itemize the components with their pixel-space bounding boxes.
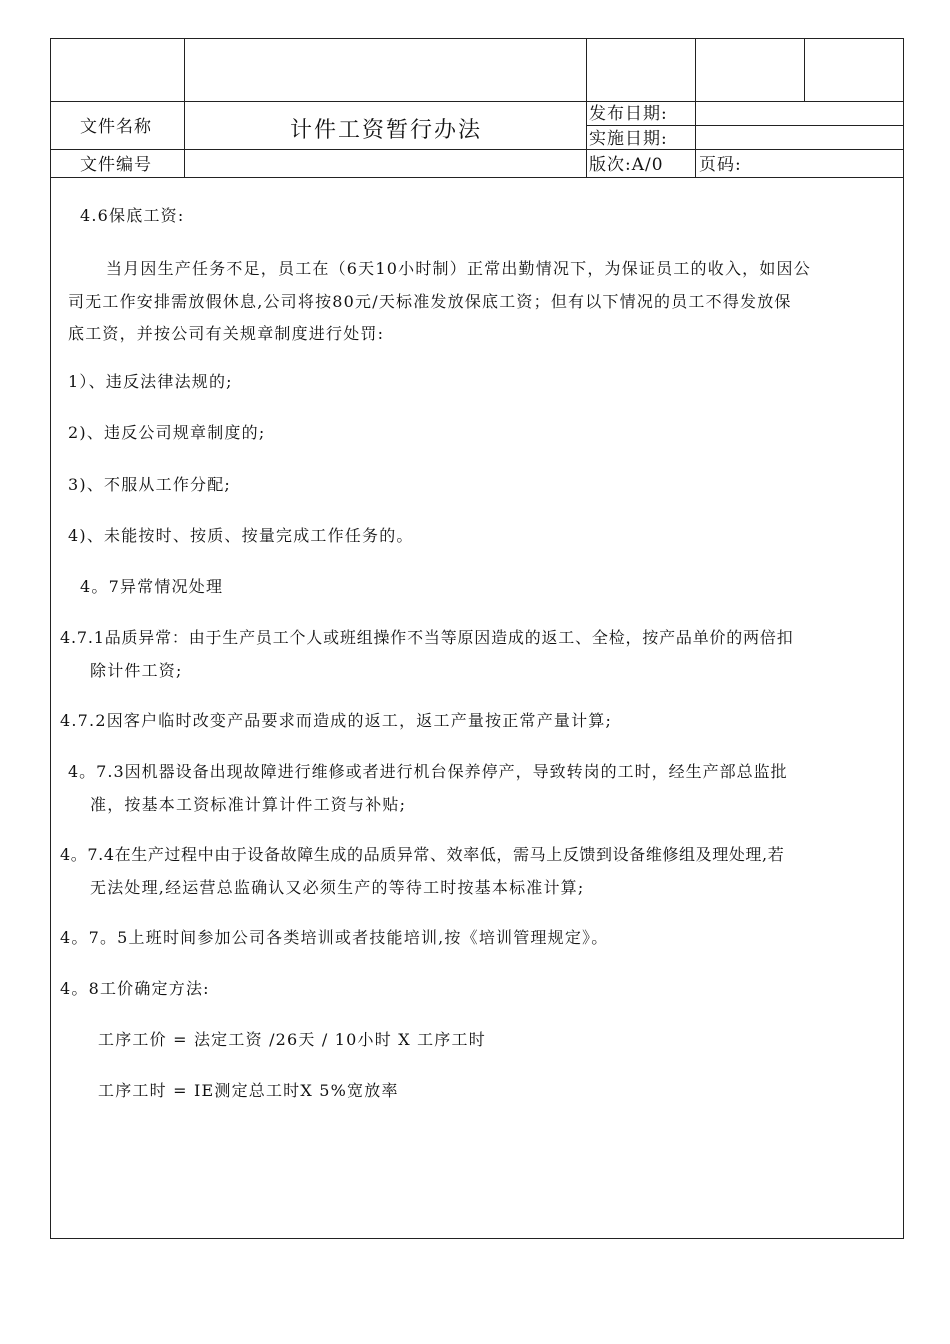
section-4-6-heading: 4.6保底工资: [80,206,185,225]
page-number-label: 页码: [699,155,742,175]
effective-date-label: 实施日期: [589,129,668,149]
section-4-7-4-line: 4。7.4在生产过程中由于设备故障生成的品质异常、效率低，需马上反馈到设备维修组及理处理,若 [60,845,785,864]
section-4-7-2: 4.7.2因客户临时改变产品要求而造成的返工，返工产量按正常产量计算; [60,711,613,730]
section-4-6-paragraph-line: 司无工作安排需放假休息,公司将按80元/天标准发放保底工资；但有以下情况的员工不得发放保 [68,292,792,311]
section-4-7-heading: 4。7异常情况处理 [80,577,224,596]
header-divider [50,101,904,102]
header-divider [586,38,587,177]
version-label: 版次:A/0 [589,155,664,175]
section-4-6-paragraph-line: 当月因生产任务不足，员工在（6天10小时制）正常出勤情况下，为保证员工的收入，如因公 [106,259,811,278]
header-divider [50,177,904,178]
header-divider [695,38,696,177]
publish-date-label: 发布日期: [589,104,668,124]
list-item: 4)、未能按时、按质、按量完成工作任务的。 [68,526,414,545]
section-4-7-5: 4。7。5上班时间参加公司各类培训或者技能培训,按《培训管理规定》。 [60,928,609,947]
doc-name-label: 文件名称 [80,117,152,137]
header-divider [50,149,904,150]
header-divider [586,125,904,126]
section-4-7-1-line: 4.7.1品质异常：由于生产员工个人或班组操作不当等原因造成的返工、全检，按产品单价的两倍扣 [60,628,794,647]
formula-process-time: 工序工时 = IE测定总工时X 5%宽放率 [98,1081,399,1100]
section-4-6-paragraph-line: 底工资，并按公司有关规章制度进行处罚: [68,324,385,343]
section-4-7-3-line: 4。7.3因机器设备出现故障进行维修或者进行机台保养停产，导致转岗的工时，经生产部总监批 [68,762,788,781]
section-4-7-4-line: 无法处理,经运营总监确认又必须生产的等待工时按基本标准计算; [90,878,585,897]
section-4-8-heading: 4。8工价确定方法: [60,979,210,998]
doc-number-label: 文件编号 [80,155,152,175]
list-item: 3)、不服从工作分配; [68,475,232,494]
list-item: 1）、违反法律法规的; [68,372,233,391]
list-item: 2)、违反公司规章制度的; [68,423,266,442]
section-4-7-3-line: 准，按基本工资标准计算计件工资与补贴; [90,795,407,814]
header-divider [184,38,185,177]
doc-title: 计件工资暂行办法 [290,118,483,143]
section-4-7-1-line: 除计件工资; [90,661,183,680]
formula-process-price: 工序工价 = 法定工资 /26天 / 10小时 X 工序工时 [98,1030,486,1049]
header-divider [804,38,805,101]
